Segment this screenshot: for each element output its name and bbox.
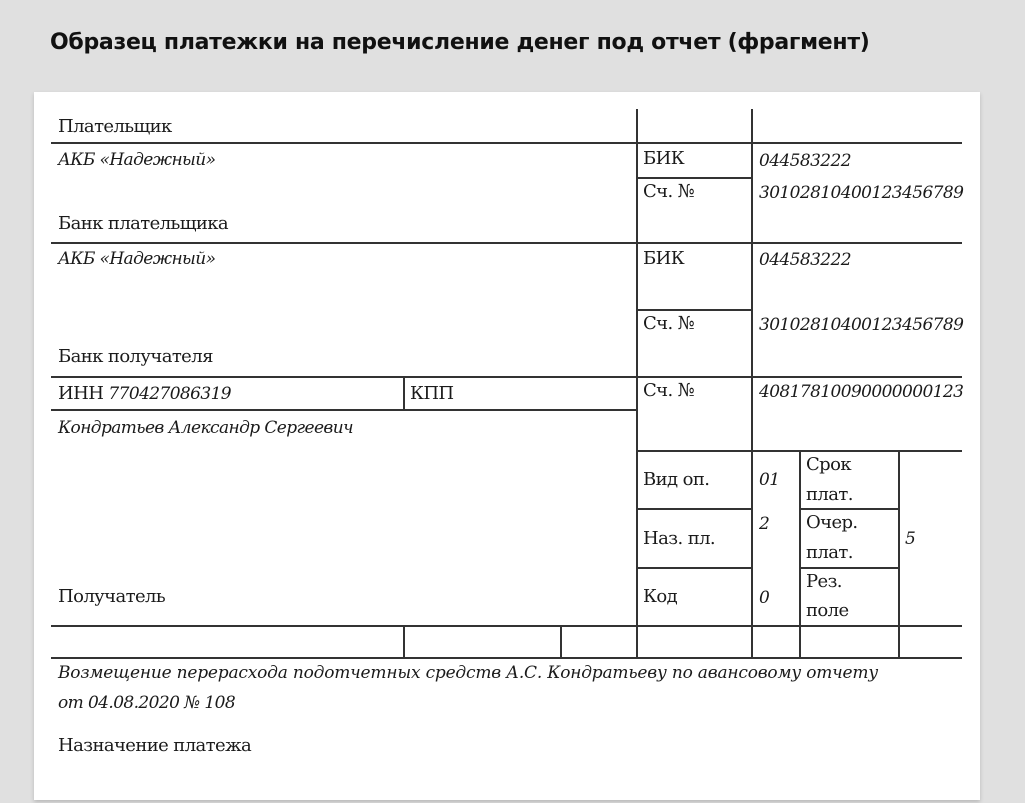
priority-label-1: Очер. [806,512,858,533]
page-title: Образец платежки на перечисление денег под отчет (фрагмент) [50,30,870,55]
due-label-1: Срок [806,454,851,475]
inn-value: 770427086319 [108,384,232,404]
recipient-bank-label: Банк получателя [58,346,213,367]
divider [636,177,751,179]
divider [799,567,898,569]
payer-bank-account: 30102810400123456789 [759,183,964,203]
op-type-value: 01 [759,470,780,490]
purpose-code-value: 2 [759,514,770,534]
priority-label-2: плат. [806,542,853,563]
divider [799,508,898,510]
purpose-label: Назначение платежа [58,735,252,756]
divider [799,450,801,657]
divider [51,242,962,244]
code-value: 0 [759,588,770,608]
divider [51,657,962,659]
divider [403,625,405,657]
recipient-bank-bik-label: БИК [643,248,685,269]
recipient-account: 40817810090000000123 [759,382,964,402]
divider [636,508,751,510]
purpose-text-line-2: от 04.08.2020 № 108 [58,693,236,713]
recipient-bank-bik: 044583222 [759,250,851,270]
divider [51,376,962,378]
payer-bank-label: Банк плательщика [58,213,229,234]
recipient-bank-account: 30102810400123456789 [759,315,964,335]
op-type-label: Вид оп. [643,469,710,490]
payer-bank-name: АКБ «Надежный» [58,150,216,170]
kpp-label: КПП [410,383,454,404]
divider [51,409,636,411]
inn-label: ИНН [58,383,104,404]
priority-value: 5 [905,529,916,549]
purpose-text-line-1: Возмещение перерасхода подотчетных средств А.С. Кондратьеву по авансовому отчету [58,663,878,683]
payer-label: Плательщик [58,116,172,137]
payer-bank-bik-label: БИК [643,148,685,169]
recipient-name: Кондратьев Александр Сергеевич [58,418,354,438]
divider [51,625,962,627]
purpose-code-label: Наз. пл. [643,528,716,549]
payer-bank-account-label: Сч. № [643,181,695,202]
code-label: Код [643,586,678,607]
divider [403,376,405,409]
due-label-2: плат. [806,484,853,505]
recipient-bank-account-label: Сч. № [643,313,695,334]
divider [636,109,638,657]
recipient-label: Получатель [58,586,166,607]
recipient-account-label: Сч. № [643,380,695,401]
recipient-bank-name: АКБ «Надежный» [58,249,216,269]
payer-bank-bik: 044583222 [759,151,851,171]
divider [636,309,751,311]
reserve-label-2: поле [806,600,849,621]
divider [51,142,962,144]
divider [751,109,753,657]
divider [898,450,900,657]
divider [560,625,562,657]
divider [636,567,751,569]
reserve-label-1: Рез. [806,571,842,592]
recipient-inn [58,383,231,405]
